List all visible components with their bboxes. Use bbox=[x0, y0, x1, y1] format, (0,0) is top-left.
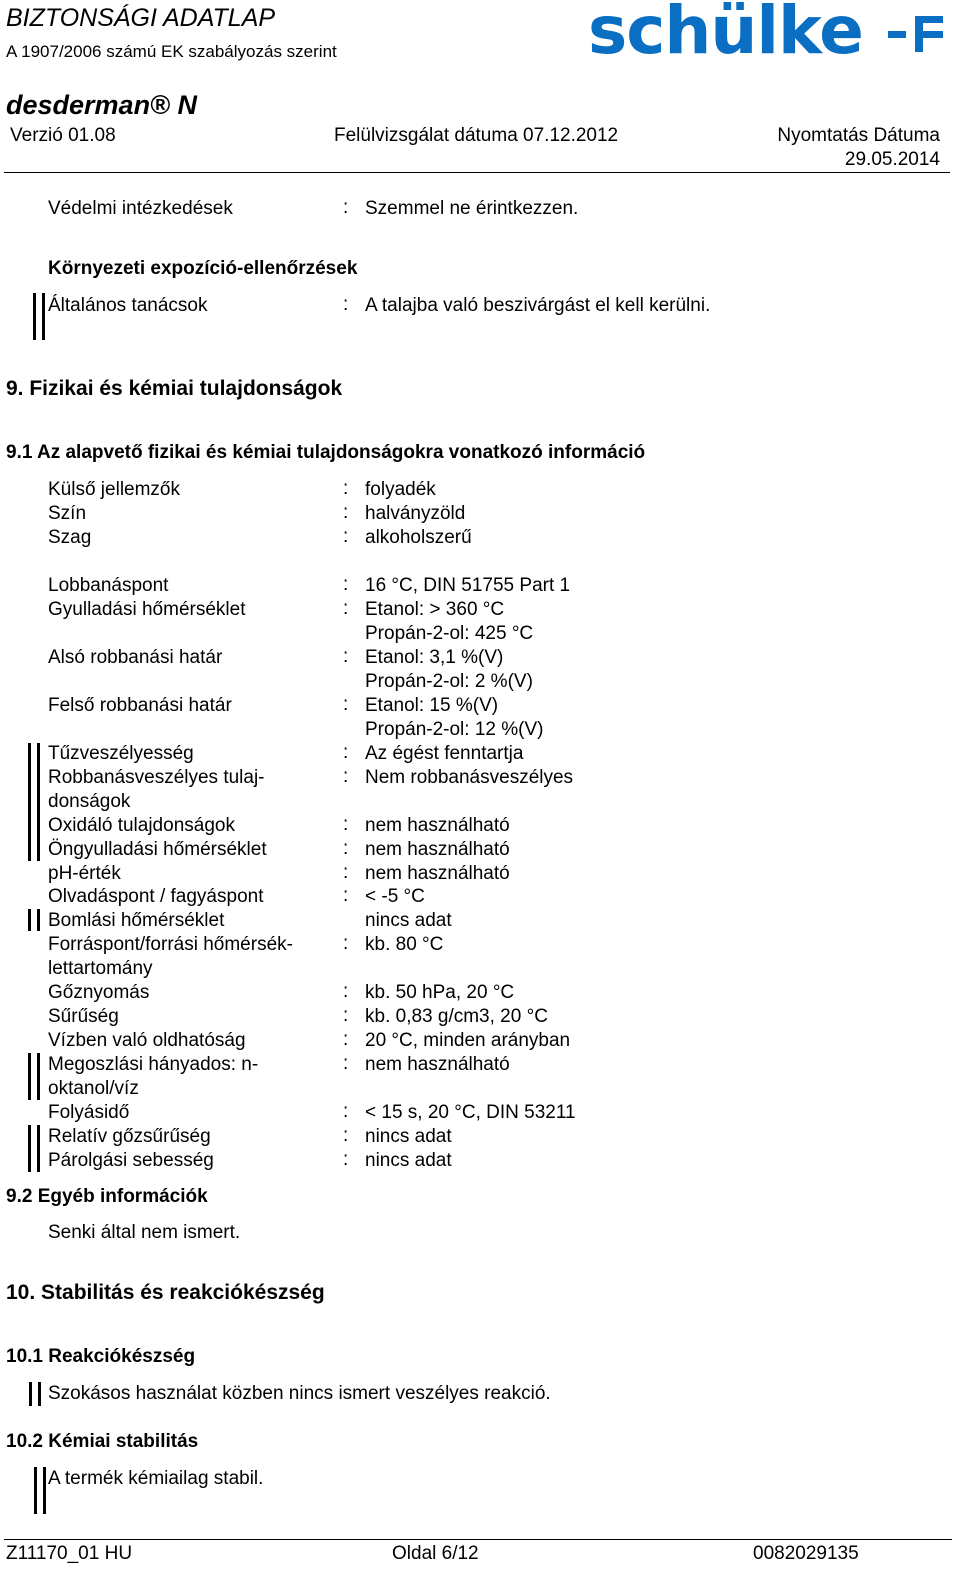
revision-date: Felülvizsgálat dátuma 07.12.2012 bbox=[334, 125, 619, 146]
property-value: nincs adat bbox=[365, 1150, 452, 1171]
environmental-value: A talajba való beszivárgást el kell kerülni. bbox=[365, 295, 711, 316]
footer-page: Oldal 6/12 bbox=[392, 1543, 479, 1564]
property-label: Szín bbox=[48, 503, 87, 524]
property-label: Folyásidő bbox=[48, 1102, 130, 1123]
property-value: 20 °C, minden arányban bbox=[365, 1030, 571, 1051]
property-label: Robbanásveszélyes tulaj- bbox=[48, 767, 265, 788]
property-value: nem használható bbox=[365, 839, 510, 860]
property-value: Nem robbanásveszélyes bbox=[365, 767, 574, 788]
colon: : bbox=[343, 197, 349, 218]
property-value-2: Propán-2-ol: 2 %(V) bbox=[365, 671, 533, 692]
property-label: Szag bbox=[48, 527, 92, 548]
colon: : bbox=[343, 1029, 349, 1050]
print-date: 29.05.2014 bbox=[844, 149, 940, 170]
property-label: Tűzveszélyesség bbox=[48, 743, 194, 764]
property-value: alkoholszerű bbox=[365, 527, 472, 548]
property-label: Külső jellemzők bbox=[48, 479, 180, 500]
revision-bar bbox=[37, 1053, 40, 1100]
colon: : bbox=[343, 502, 349, 523]
property-value: nem használható bbox=[365, 1054, 510, 1075]
colon: : bbox=[343, 1125, 349, 1146]
property-value: halványzöld bbox=[365, 503, 466, 524]
revision-bar bbox=[28, 743, 31, 861]
property-label: Alsó robbanási határ bbox=[48, 647, 223, 668]
colon: : bbox=[343, 294, 349, 315]
colon: : bbox=[343, 742, 349, 763]
colon: : bbox=[343, 574, 349, 595]
property-label: Olvadáspont / fagyáspont bbox=[48, 886, 264, 907]
colon: : bbox=[343, 814, 349, 835]
property-label: Öngyulladási hőmérséklet bbox=[48, 839, 267, 860]
property-value: < -5 °C bbox=[365, 886, 425, 907]
property-label: Megoszlási hányados: n- bbox=[48, 1054, 259, 1075]
protective-label: Védelmi intézkedések bbox=[48, 198, 233, 219]
logo-mark-icon bbox=[888, 14, 944, 54]
section-9-2-title: 9.2 Egyéb információk bbox=[6, 1186, 208, 1207]
colon: : bbox=[343, 862, 349, 883]
environmental-label: Általános tanácsok bbox=[48, 295, 208, 316]
colon: : bbox=[343, 598, 349, 619]
property-label: Forráspont/forrási hőmérsék- bbox=[48, 934, 293, 955]
section-10-1-text: Szokásos használat közben nincs ismert veszélyes reakció. bbox=[48, 1383, 551, 1404]
property-label-2: oktanol/víz bbox=[48, 1078, 139, 1099]
property-label: Gőznyomás bbox=[48, 982, 150, 1003]
property-label: Felső robbanási határ bbox=[48, 695, 232, 716]
revision-bar bbox=[33, 293, 36, 340]
section-10-2-text: A termék kémiailag stabil. bbox=[48, 1468, 264, 1489]
footer-number: 0082029135 bbox=[753, 1543, 859, 1564]
property-label: Gyulladási hőmérséklet bbox=[48, 599, 246, 620]
regulation-subtitle: A 1907/2006 számú EK szabályozás szerint bbox=[6, 42, 337, 61]
colon: : bbox=[343, 526, 349, 547]
section-10-title: 10. Stabilitás és reakciókészség bbox=[6, 1281, 325, 1304]
property-value-2: Propán-2-ol: 425 °C bbox=[365, 623, 534, 644]
property-value: nem használható bbox=[365, 815, 510, 836]
property-value: kb. 50 hPa, 20 °C bbox=[365, 982, 515, 1003]
colon: : bbox=[343, 885, 349, 906]
property-label-2: donságok bbox=[48, 791, 131, 812]
property-value: Etanol: 15 %(V) bbox=[365, 695, 499, 716]
colon: : bbox=[343, 1149, 349, 1170]
property-label: Vízben való oldhatóság bbox=[48, 1030, 246, 1051]
revision-bar bbox=[37, 909, 40, 931]
colon: : bbox=[343, 981, 349, 1002]
product-name: desderman® N bbox=[6, 90, 197, 120]
colon: : bbox=[343, 838, 349, 859]
section-9-1-title: 9.1 Az alapvető fizikai és kémiai tulajdonságokra vonatkozó információ bbox=[6, 442, 646, 463]
property-value: nincs adat bbox=[365, 910, 452, 931]
header-divider bbox=[4, 172, 950, 173]
colon: : bbox=[343, 766, 349, 787]
revision-bar bbox=[37, 1125, 40, 1172]
property-label: Párolgási sebesség bbox=[48, 1150, 214, 1171]
revision-bar bbox=[28, 1053, 31, 1100]
colon: : bbox=[343, 1005, 349, 1026]
revision-bar bbox=[37, 743, 40, 861]
property-label: pH-érték bbox=[48, 863, 121, 884]
colon: : bbox=[343, 1101, 349, 1122]
revision-bar bbox=[43, 1467, 46, 1514]
property-value: Etanol: 3,1 %(V) bbox=[365, 647, 504, 668]
colon: : bbox=[343, 646, 349, 667]
property-label-2: lettartomány bbox=[48, 958, 153, 979]
property-value: < 15 s, 20 °C, DIN 53211 bbox=[365, 1102, 576, 1123]
colon: : bbox=[343, 478, 349, 499]
property-value-2: Propán-2-ol: 12 %(V) bbox=[365, 719, 544, 740]
property-label: Lobbanáspont bbox=[48, 575, 169, 596]
section-9-title: 9. Fizikai és kémiai tulajdonságok bbox=[6, 377, 343, 400]
property-label: Relatív gőzsűrűség bbox=[48, 1126, 211, 1147]
colon: : bbox=[343, 694, 349, 715]
property-label: Bomlási hőmérséklet bbox=[48, 910, 225, 931]
revision-bar bbox=[28, 1125, 31, 1172]
revision-bar bbox=[34, 1467, 37, 1514]
version: Verzió 01.08 bbox=[10, 125, 116, 146]
section-10-1-title: 10.1 Reakciókészség bbox=[6, 1346, 196, 1367]
property-value: Etanol: > 360 °C bbox=[365, 599, 505, 620]
property-value: 16 °C, DIN 51755 Part 1 bbox=[365, 575, 571, 596]
print-date-label: Nyomtatás Dátuma bbox=[777, 125, 940, 146]
revision-bar bbox=[29, 1382, 32, 1406]
colon: : bbox=[343, 1053, 349, 1074]
colon: : bbox=[343, 933, 349, 954]
property-label: Sűrűség bbox=[48, 1006, 119, 1027]
section-9-2-text: Senki által nem ismert. bbox=[48, 1222, 241, 1243]
environmental-heading: Környezeti expozíció-ellenőrzések bbox=[48, 258, 358, 279]
logo-text: schülke bbox=[588, 0, 863, 69]
property-value: Az égést fenntartja bbox=[365, 743, 524, 764]
schulke-logo bbox=[588, 0, 948, 69]
property-value: kb. 80 °C bbox=[365, 934, 444, 955]
footer-code: Z11170_01 HU bbox=[6, 1543, 133, 1564]
revision-bar bbox=[38, 1382, 41, 1406]
property-label: Oxidáló tulajdonságok bbox=[48, 815, 235, 836]
revision-bar bbox=[42, 293, 45, 340]
document-title: BIZTONSÁGI ADATLAP bbox=[6, 4, 276, 32]
section-10-2-title: 10.2 Kémiai stabilitás bbox=[6, 1431, 199, 1452]
protective-value: Szemmel ne érintkezzen. bbox=[365, 198, 579, 219]
property-value: folyadék bbox=[365, 479, 436, 500]
footer-divider bbox=[4, 1539, 952, 1540]
property-value: nem használható bbox=[365, 863, 510, 884]
property-value: nincs adat bbox=[365, 1126, 452, 1147]
property-value: kb. 0,83 g/cm3, 20 °C bbox=[365, 1006, 548, 1027]
revision-bar bbox=[28, 909, 31, 931]
